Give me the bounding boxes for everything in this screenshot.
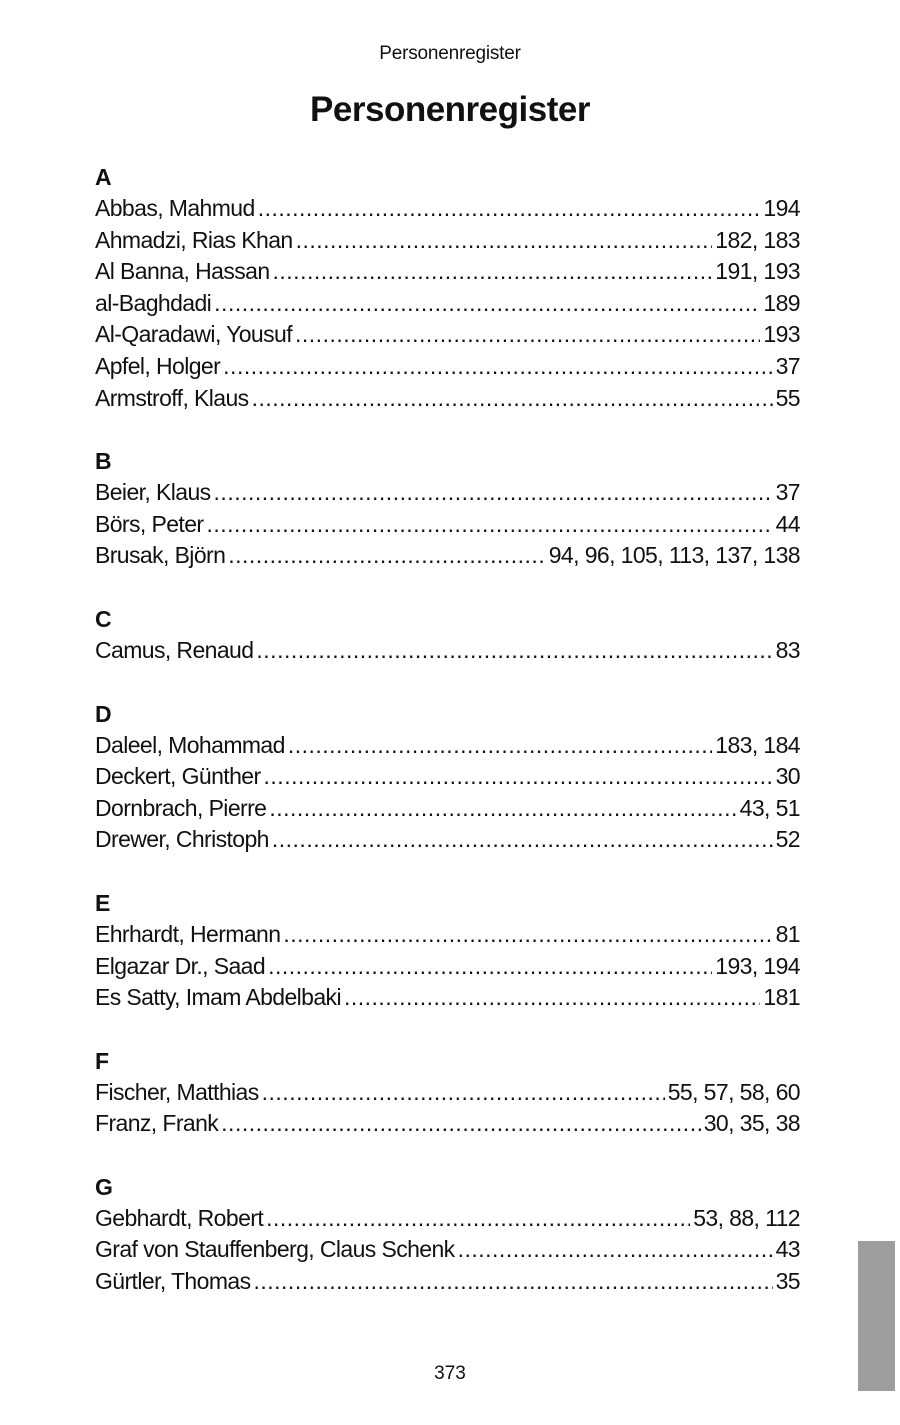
entry-name: Fischer, Matthias [95, 1078, 259, 1105]
entry-name: Ehrhardt, Hermann [95, 920, 281, 947]
index-entry [95, 256, 800, 288]
entry-page-references: 43 [775, 1236, 800, 1263]
entry-page-references: 191, 193 [715, 258, 800, 285]
entry-name: Al Banna, Hassan [95, 258, 270, 285]
dot-leader [264, 761, 773, 793]
entry-name: Daleel, Mohammad [95, 731, 285, 758]
index-entry [95, 319, 800, 351]
entry-name: Camus, Renaud [95, 636, 254, 663]
dot-leader [273, 256, 713, 288]
dot-leader [266, 1203, 690, 1235]
entry-page-references: 53, 88, 112 [693, 1204, 800, 1231]
index-entry [95, 509, 800, 541]
dot-leader [296, 225, 713, 257]
dot-leader [223, 351, 772, 383]
entry-name: Deckert, Günther [95, 763, 261, 790]
index-entry [95, 383, 800, 415]
running-header: Personenregister [379, 43, 521, 64]
dot-leader [214, 288, 760, 320]
page-number: 373 [434, 1363, 466, 1384]
dot-leader [262, 1077, 665, 1109]
entry-page-references: 43, 51 [739, 794, 800, 821]
dot-leader [458, 1234, 773, 1266]
entry-page-references: 193, 194 [715, 952, 800, 979]
dot-leader [228, 540, 545, 572]
entry-name: Armstroff, Klaus [95, 384, 249, 411]
entry-name: Al-Qaradawi, Yousuf [95, 321, 293, 348]
index-entry [95, 635, 800, 667]
entry-page-references: 181 [763, 984, 800, 1011]
entry-page-references: 37 [775, 479, 800, 506]
entry-name: Elgazar Dr., Saad [95, 952, 266, 979]
section-letter-heading: C [95, 605, 112, 632]
page-title: Personenregister [310, 90, 590, 129]
index-entry [95, 1266, 800, 1298]
entry-name: al-Baghdadi [95, 289, 212, 316]
index-section-c [95, 603, 800, 667]
index-section-e [95, 887, 800, 1014]
entry-name: Ahmadzi, Rias Khan [95, 226, 293, 253]
entry-page-references: 55 [775, 384, 800, 411]
entry-page-references: 81 [775, 920, 800, 947]
section-letter-heading: E [95, 889, 111, 916]
section-letter-heading: F [95, 1047, 110, 1074]
entry-name: Abbas, Mahmud [95, 195, 255, 221]
index-entry [95, 793, 800, 825]
entry-page-references: 189 [763, 289, 800, 316]
section-letter-heading: G [95, 1173, 113, 1200]
entry-page-references: 30, 35, 38 [703, 1110, 800, 1137]
index-entry [95, 824, 800, 856]
entry-name: Brusak, Björn [95, 542, 226, 569]
dot-leader [283, 919, 772, 951]
index-section-f [95, 1045, 800, 1140]
index-entry [95, 288, 800, 320]
index-section-a [95, 161, 800, 414]
dot-leader [268, 951, 712, 983]
dot-leader [221, 1108, 701, 1140]
dot-leader [295, 319, 760, 351]
dot-leader [344, 982, 760, 1014]
entry-page-references: 44 [775, 510, 800, 537]
index-section-d [95, 698, 800, 856]
index-entry [95, 761, 800, 793]
entry-name: Dornbrach, Pierre [95, 794, 267, 821]
dot-leader [252, 383, 773, 415]
entry-name: Apfel, Holger [95, 352, 221, 379]
entry-name: Börs, Peter [95, 510, 204, 537]
index-entry [95, 193, 800, 225]
index-entry [95, 1077, 800, 1109]
entry-name: Gebhardt, Robert [95, 1204, 264, 1231]
entry-name: Graf von Stauffenberg, Claus Schenk [95, 1236, 455, 1263]
thumb-index-tab [858, 1241, 895, 1391]
entry-page-references: 37 [775, 352, 800, 379]
dot-leader [272, 824, 773, 856]
index-entry [95, 1234, 800, 1266]
section-letter-heading: A [95, 164, 112, 190]
entry-page-references: 30 [775, 763, 800, 790]
dot-leader [288, 730, 712, 762]
index-entry [95, 540, 800, 572]
entry-page-references: 35 [775, 1268, 800, 1295]
dot-leader [253, 1266, 772, 1298]
index-entry [95, 351, 800, 383]
entry-page-references: 83 [775, 636, 800, 663]
dot-leader [206, 509, 772, 541]
dot-leader [269, 793, 736, 825]
entry-page-references: 94, 96, 105, 113, 137, 138 [548, 542, 800, 569]
entry-page-references: 183, 184 [715, 731, 800, 758]
section-letter-heading: D [95, 700, 112, 727]
index-entry [95, 951, 800, 983]
entry-name: Franz, Frank [95, 1110, 219, 1137]
entry-page-references: 52 [775, 826, 800, 853]
index-entry [95, 919, 800, 951]
entry-name: Drewer, Christoph [95, 826, 269, 853]
entry-name: Beier, Klaus [95, 479, 211, 506]
section-letter-heading: B [95, 448, 112, 475]
index-entry [95, 477, 800, 509]
index-entry [95, 982, 800, 1014]
dot-leader [258, 193, 761, 225]
index-entry [95, 1203, 800, 1235]
entry-page-references: 182, 183 [715, 226, 800, 253]
entry-name: Es Satty, Imam Abdelbaki [95, 984, 341, 1011]
dot-leader [214, 477, 773, 509]
dot-leader [256, 635, 772, 667]
index-section-b [95, 445, 800, 572]
entry-page-references: 193 [763, 321, 800, 348]
index-entry [95, 730, 800, 762]
person-index [95, 161, 800, 1329]
index-entry [95, 1108, 800, 1140]
entry-name: Gürtler, Thomas [95, 1268, 251, 1295]
index-section-g [95, 1171, 800, 1298]
entry-page-references: 55, 57, 58, 60 [667, 1078, 800, 1105]
entry-page-references: 194 [763, 195, 800, 221]
index-entry [95, 225, 800, 257]
